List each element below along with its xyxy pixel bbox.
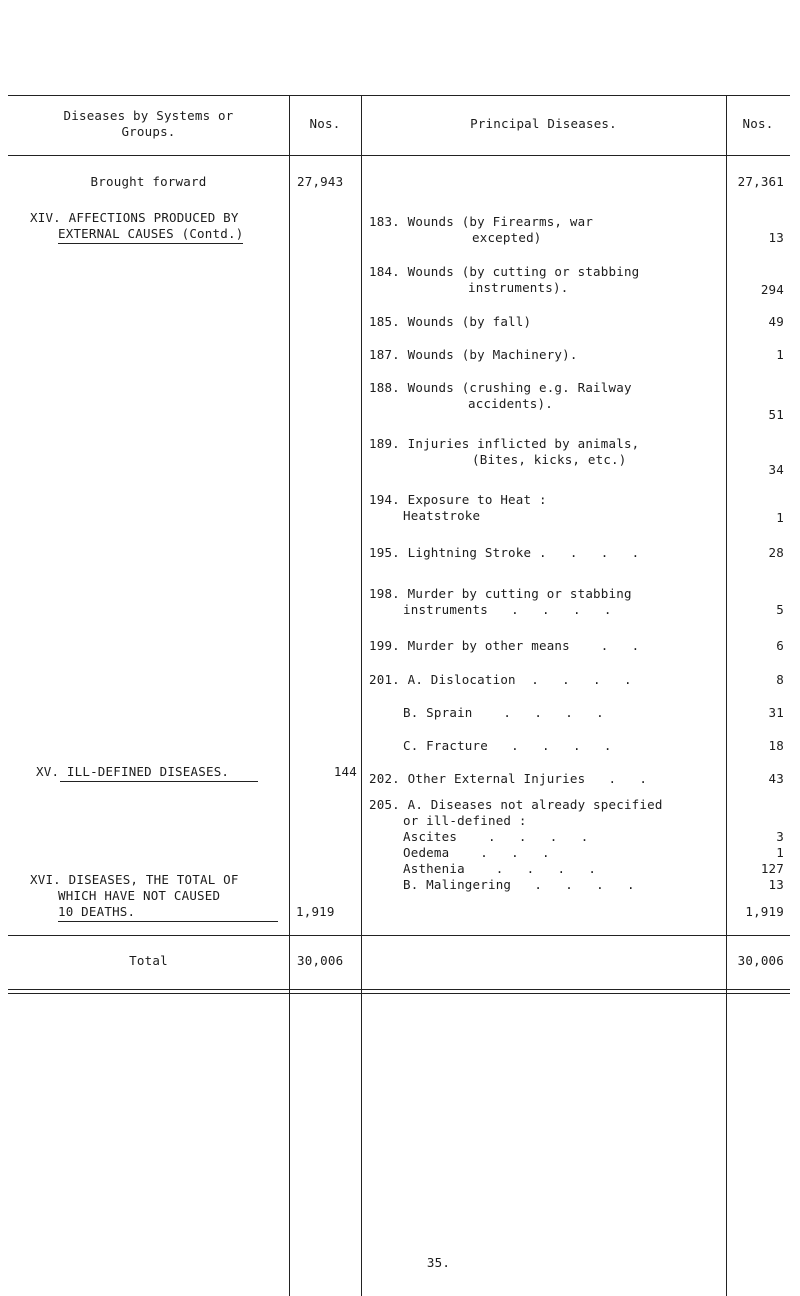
disease-188-line1: 188. Wounds (crushing e.g. Railway: [369, 380, 632, 395]
disease-199-line1: 199. Murder by other means . .: [369, 638, 640, 653]
header-groups: Groups.: [121, 124, 176, 139]
disease-205b-line1: B. Malingering . . . .: [403, 877, 635, 892]
brought-forward-label: Brought forward: [90, 174, 207, 189]
total-bottom-rule: [8, 989, 790, 990]
group-xvi-line1: XVI. DISEASES, THE TOTAL OF: [30, 872, 239, 887]
column-divider-1: [289, 95, 290, 1296]
disease-202-nos: 43: [768, 771, 784, 786]
group-xv-nos: 144: [333, 764, 357, 779]
brought-forward-group-total: 27,943: [297, 174, 344, 189]
disease-183-line2: excepted): [472, 230, 542, 245]
column-divider-2: [361, 95, 362, 1296]
disease-201a-nos: 8: [776, 672, 784, 687]
disease-185-nos: 49: [768, 314, 784, 329]
disease-205-line2: or ill-defined :: [403, 813, 527, 828]
disease-198-line2: instruments . . . .: [403, 602, 612, 617]
disease-201a-line1: 201. A. Dislocation . . . .: [369, 672, 632, 687]
total-disease-nos: 30,006: [737, 953, 784, 968]
group-xv-underline: [60, 781, 258, 782]
disease-189-nos: 34: [768, 462, 784, 477]
group-xiv-line1: XIV. AFFECTIONS PRODUCED BY: [30, 210, 239, 225]
header-nos-diseases: Nos.: [742, 116, 774, 131]
column-divider-3: [726, 95, 727, 1296]
total-bottom-rule-2: [8, 993, 790, 994]
table-top-rule: [8, 95, 790, 96]
disease-asthenia-line1: Asthenia . . . .: [403, 861, 597, 876]
group-xv-label: XV. ILL-DEFINED DISEASES.: [36, 764, 230, 779]
disease-183-line1: 183. Wounds (by Firearms, war: [369, 214, 594, 229]
disease-183-nos: 13: [768, 230, 784, 245]
disease-202-line1: 202. Other External Injuries . .: [369, 771, 648, 786]
disease-oedema-nos: 1: [776, 845, 784, 860]
disease-194-line1: 194. Exposure to Heat :: [369, 492, 547, 507]
total-group-nos: 30,006: [297, 953, 344, 968]
disease-185-line1: 185. Wounds (by fall): [369, 314, 532, 329]
group-xvi-nos: 1,919: [296, 904, 335, 919]
disease-195-nos: 28: [768, 545, 784, 560]
disease-187-nos: 1: [776, 347, 784, 362]
disease-ascites-line1: Ascites . . . .: [403, 829, 589, 844]
disease-ascites-nos: 3: [776, 829, 784, 844]
disease-189-line2: (Bites, kicks, etc.): [472, 452, 627, 467]
brought-forward-disease-total: 27,361: [737, 174, 784, 189]
disease-189-line1: 189. Injuries inflicted by animals,: [369, 436, 640, 451]
group-xiv-line2: EXTERNAL CAUSES (Contd.): [58, 226, 243, 244]
disease-201c-nos: 18: [768, 738, 784, 753]
header-principal-diseases: Principal Diseases.: [470, 116, 617, 131]
disease-195-line1: 195. Lightning Stroke . . . .: [369, 545, 640, 560]
disease-199-nos: 6: [776, 638, 784, 653]
disease-184-line1: 184. Wounds (by cutting or stabbing: [369, 264, 640, 279]
total-top-rule: [8, 935, 790, 936]
total-label: Total: [129, 953, 168, 968]
header-bottom-rule: [8, 155, 790, 156]
disease-184-line2: instruments).: [468, 280, 569, 295]
disease-194-line2: Heatstroke: [403, 508, 481, 523]
header-nos-groups: Nos.: [309, 116, 341, 131]
group-xvi-underline: [58, 921, 278, 922]
disease-188-line2: accidents).: [468, 396, 553, 411]
disease-oedema-line1: Oedema . . .: [403, 845, 550, 860]
disease-187-line1: 187. Wounds (by Machinery).: [369, 347, 578, 362]
disease-198-nos: 5: [776, 602, 784, 617]
disease-201c-line1: C. Fracture . . . .: [403, 738, 612, 753]
disease-194-nos: 1: [776, 510, 784, 525]
group-xvi-line3: 10 DEATHS.: [58, 904, 136, 919]
group-xvi-line2: WHICH HAVE NOT CAUSED: [58, 888, 221, 903]
disease-205b-nos: 13: [768, 877, 784, 892]
disease-201b-line1: B. Sprain . . . .: [403, 705, 604, 720]
header-diseases-by-systems: Diseases by Systems or: [63, 108, 234, 123]
disease-198-line1: 198. Murder by cutting or stabbing: [369, 586, 632, 601]
disease-205-line1: 205. A. Diseases not already specified: [369, 797, 663, 812]
disease-201b-nos: 31: [768, 705, 784, 720]
disease-184-nos: 294: [760, 282, 784, 297]
disease-xvi-nos: 1,919: [745, 904, 784, 919]
page-number: 35.: [426, 1255, 451, 1270]
disease-188-nos: 51: [768, 407, 784, 422]
disease-asthenia-nos: 127: [760, 861, 784, 876]
